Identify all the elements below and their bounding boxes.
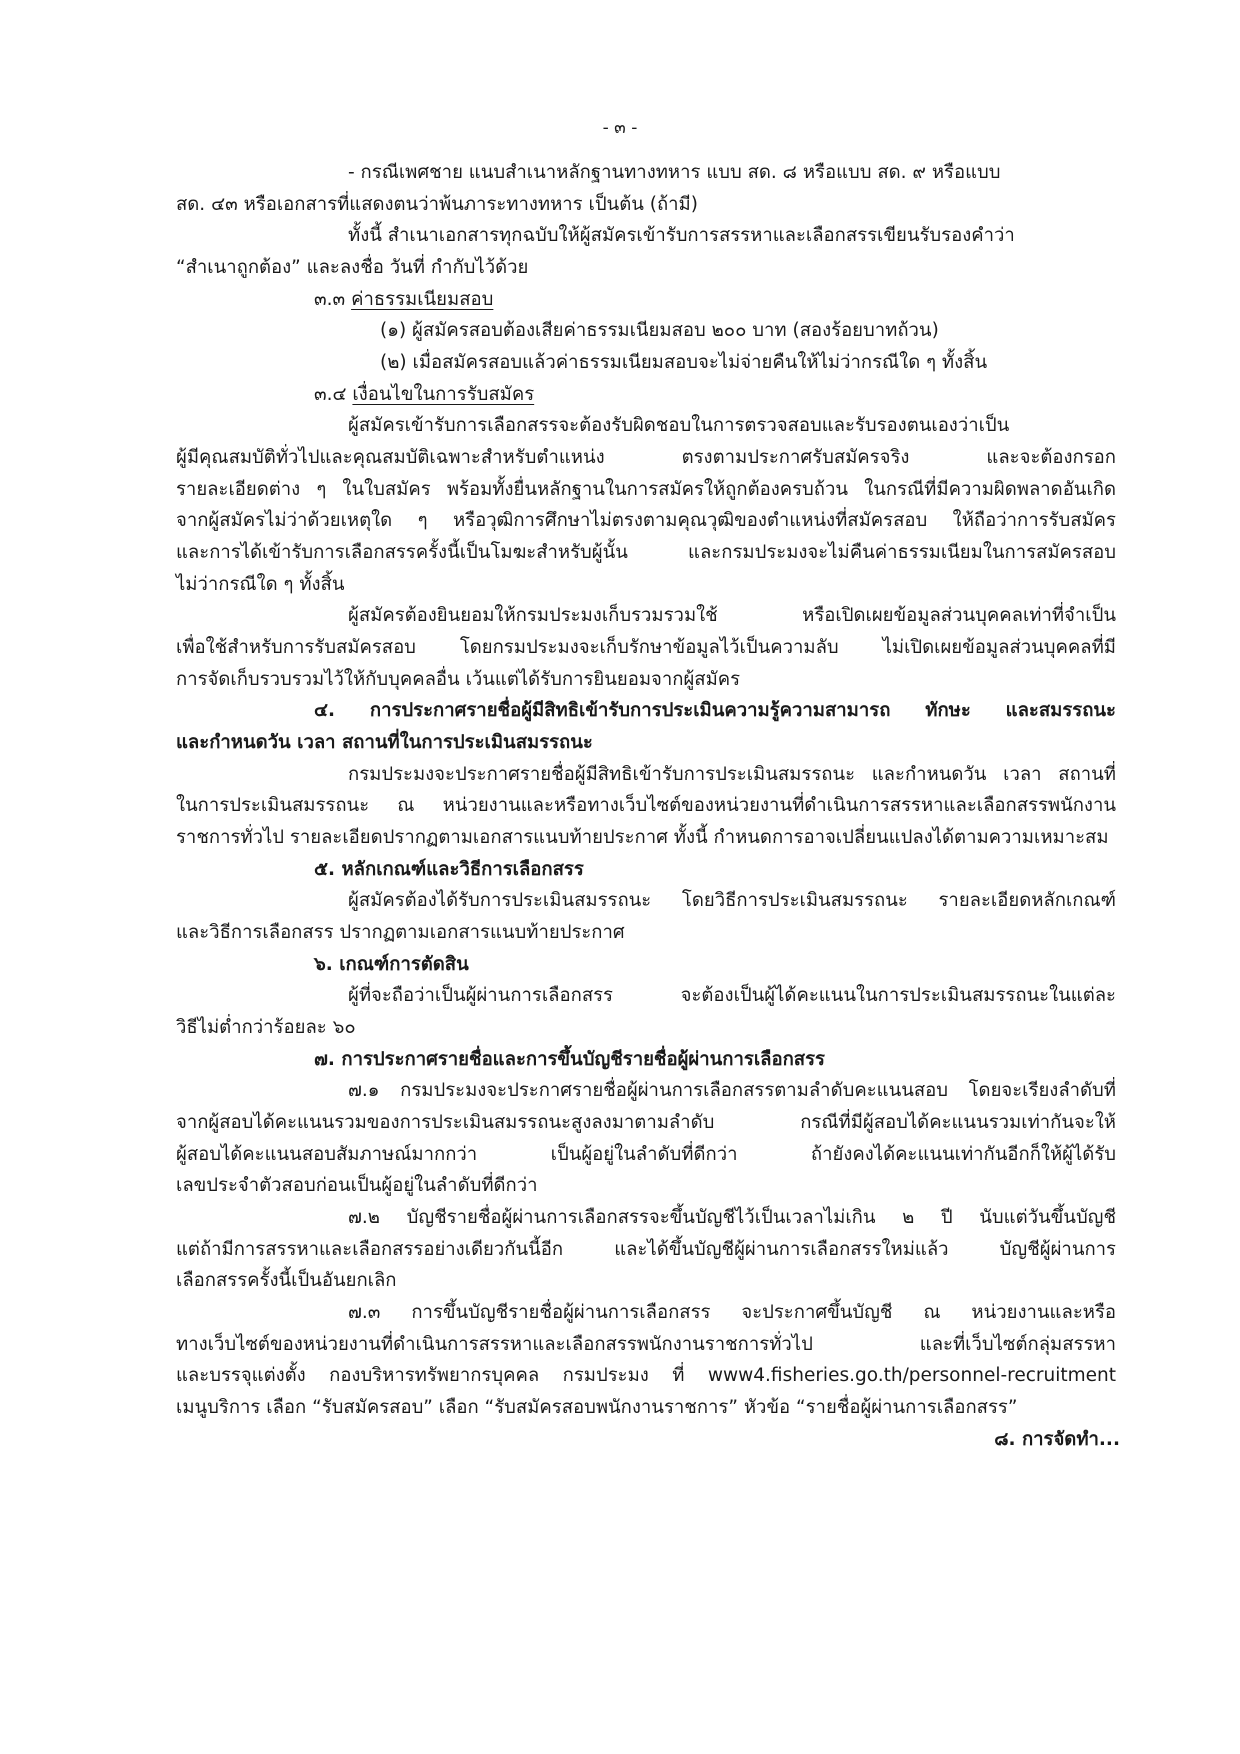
paragraph-line: ไม่ว่ากรณีใด ๆ ทั้งสิ้น — [176, 574, 345, 595]
paragraph-line: ทั้งนี้ สำเนาเอกสารทุกฉบับให้ผู้สมัครเข้ารับการสรรหาและเลือกสรรเขียนรับรองคำว่า — [348, 225, 1015, 246]
list-item: (๑) ผู้สมัครสอบต้องเสียค่าธรรมเนียมสอบ ๒๐๐ บาท (สองร้อยบาทถ้วน) — [380, 320, 939, 341]
paragraph-line: ในการประเมินสมรรถนะ ณ หน่วยงานและหรือทางเว็บไซต์ของหน่วยงานที่ดำเนินการสรรหาและเลือกสรรพนักงาน — [176, 795, 1116, 816]
paragraph-line: ราชการทั่วไป รายละเอียดปรากฏตามเอกสารแนบท้ายประกาศ ทั้งนี้ กำหนดการอาจเปลี่ยนแปลงได้ตามความเหมาะสม — [176, 827, 1109, 848]
paragraph-line: และการได้เข้ารับการเลือกสรรครั้งนี้เป็นโมฆะสำหรับผู้นั้น และกรมประมงจะไม่คืนค่าธรรมเนียมในการสมัครสอบ — [176, 542, 1116, 563]
paragraph-line: ๗.๓ การขึ้นบัญชีรายชื่อผู้ผ่านการเลือกสรร จะประกาศขึ้นบัญชี ณ หน่วยงานและหรือ — [348, 1302, 1116, 1323]
paragraph-line: แต่ถ้ามีการสรรหาและเลือกสรรอย่างเดียวกันนี้อีก และได้ขึ้นบัญชีผู้ผ่านการเลือกสรรใหม่แล้ว บัญชีผู้ผ่านการ — [176, 1239, 1116, 1260]
paragraph-line: และบรรจุแต่งตั้ง กองบริหารทรัพยากรบุคคล กรมประมง ที่ www4.fisheries.go.th/personnel-recruitment — [176, 1365, 1116, 1386]
continuation-marker: ๘. การจัดทำ... — [994, 1429, 1120, 1450]
section-number: ๓.๓ — [314, 289, 346, 310]
paragraph-line: เพื่อใช้สำหรับการรับสมัครสอบ โดยกรมประมงจะเก็บรักษาข้อมูลไว้เป็นความลับ ไม่เปิดเผยข้อมูลส่วนบุคคลที่มี — [176, 637, 1116, 658]
section-heading-4: ๔. การประกาศรายชื่อผู้มีสิทธิเข้ารับการประเมินความรู้ความสามารถ ทักษะ และสมรรถนะ — [314, 700, 1116, 721]
paragraph-line: ผู้สอบได้คะแนนสอบสัมภาษณ์มากกว่า เป็นผู้อยู่ในลำดับที่ดีกว่า ถ้ายังคงได้คะแนนเท่ากันอีกก็ให้ผู้ได้รับ — [176, 1144, 1116, 1165]
paragraph-line: ๗.๑ กรมประมงจะประกาศรายชื่อผู้ผ่านการเลือกสรรตามลำดับคะแนนสอบ โดยจะเรียงลำดับที่ — [348, 1080, 1116, 1101]
section-heading-3-3 — [314, 285, 1240, 315]
section-title: ค่าธรรมเนียมสอบ — [351, 289, 494, 310]
paragraph-line: สด. ๔๓ หรือเอกสารที่แสดงตนว่าพ้นภาระทางทหาร เป็นต้น (ถ้ามี) — [176, 194, 698, 215]
paragraph-line: ผู้สมัครต้องยินยอมให้กรมประมงเก็บรวมรวมใช้ หรือเปิดเผยข้อมูลส่วนบุคคลเท่าที่จำเป็น — [348, 605, 1116, 626]
paragraph-line: ผู้สมัครต้องได้รับการประเมินสมรรถนะ โดยวิธีการประเมินสมรรถนะ รายละเอียดหลักเกณฑ์ — [348, 890, 1116, 911]
section-heading-6: ๖. เกณฑ์การตัดสิน — [314, 954, 469, 975]
paragraph-line: การจัดเก็บรวบรวมไว้ให้กับบุคคลอื่น เว้นแต่ได้รับการยินยอมจากผู้สมัคร — [176, 669, 741, 690]
paragraph-line: วิธีไม่ต่ำกว่าร้อยละ ๖๐ — [176, 1017, 356, 1038]
section-heading-3-4 — [314, 380, 1240, 410]
page-number: - ๓ - — [602, 118, 638, 138]
section-heading-5: ๕. หลักเกณฑ์และวิธีการเลือกสรร — [314, 859, 584, 880]
paragraph-line: จากผู้สอบได้คะแนนรวมของการประเมินสมรรถนะสูงลงมาตามลำดับ กรณีที่มีผู้สอบได้คะแนนรวมเท่ากันจะให้ — [176, 1112, 1116, 1133]
section-heading-7: ๗. การประกาศรายชื่อและการขึ้นบัญชีรายชื่อผู้ผ่านการเลือกสรร — [314, 1049, 825, 1070]
section-title: เงื่อนไขในการรับสมัคร — [352, 384, 535, 405]
paragraph-line: กรมประมงจะประกาศรายชื่อผู้มีสิทธิเข้ารับการประเมินสมรรถนะ และกำหนดวัน เวลา สถานที่ — [348, 764, 1116, 785]
paragraph-line: ผู้สมัครเข้ารับการเลือกสรรจะต้องรับผิดชอบในการตรวจสอบและรับรองตนเองว่าเป็น — [348, 415, 1010, 436]
paragraph-line: เลือกสรรครั้งนี้เป็นอันยกเลิก — [176, 1270, 397, 1291]
section-heading-4-cont: และกำหนดวัน เวลา สถานที่ในการประเมินสมรรถนะ — [176, 732, 593, 753]
paragraph-line: “สำเนาถูกต้อง” และลงชื่อ วันที่ กำกับไว้ด้วย — [176, 257, 529, 278]
paragraph-line: - กรณีเพศชาย แนบสำเนาหลักฐานทางทหาร แบบ สด. ๘ หรือแบบ สด. ๙ หรือแบบ — [348, 162, 1001, 183]
paragraph-line: ผู้มีคุณสมบัติทั่วไปและคุณสมบัติเฉพาะสำหรับตำแหน่ง ตรงตามประกาศรับสมัครจริง และจะต้องกรอก — [176, 447, 1116, 468]
paragraph-line: จากผู้สมัครไม่ว่าด้วยเหตุใด ๆ หรือวุฒิการศึกษาไม่ตรงตามคุณวุฒิของตำแหน่งที่สมัครสอบ ให้ถือว่าการรับสมัคร — [176, 510, 1116, 531]
paragraph-line: เมนูบริการ เลือก “รับสมัครสอบ” เลือก “รับสมัครสอบพนักงานราชการ” หัวข้อ “รายชื่อผู้ผ่านการเลือกสรร” — [176, 1397, 1018, 1418]
paragraph-line: รายละเอียดต่าง ๆ ในใบสมัคร พร้อมทั้งยื่นหลักฐานในการสมัครให้ถูกต้องครบถ้วน ในกรณีที่มีความผิดพลาดอันเกิด — [176, 479, 1116, 500]
paragraph-line: ทางเว็บไซต์ของหน่วยงานที่ดำเนินการสรรหาและเลือกสรรพนักงานราชการทั่วไป และที่เว็บไซต์กลุ่มสรรหา — [176, 1334, 1116, 1355]
paragraph-line: เลขประจำตัวสอบก่อนเป็นผู้อยู่ในลำดับที่ดีกว่า — [176, 1175, 538, 1196]
list-item: (๒) เมื่อสมัครสอบแล้วค่าธรรมเนียมสอบจะไม่จ่ายคืนให้ไม่ว่ากรณีใด ๆ ทั้งสิ้น — [380, 352, 988, 373]
paragraph-line: และวิธีการเลือกสรร ปรากฏตามเอกสารแนบท้ายประกาศ — [176, 922, 625, 943]
paragraph-line: ๗.๒ บัญชีรายชื่อผู้ผ่านการเลือกสรรจะขึ้นบัญชีไว้เป็นเวลาไม่เกิน ๒ ปี นับแต่วันขึ้นบัญชี — [348, 1207, 1116, 1228]
paragraph-line: ผู้ที่จะถือว่าเป็นผู้ผ่านการเลือกสรร จะต้องเป็นผู้ได้คะแนนในการประเมินสมรรถนะในแต่ละ — [348, 985, 1116, 1006]
section-number: ๓.๔ — [314, 384, 347, 405]
